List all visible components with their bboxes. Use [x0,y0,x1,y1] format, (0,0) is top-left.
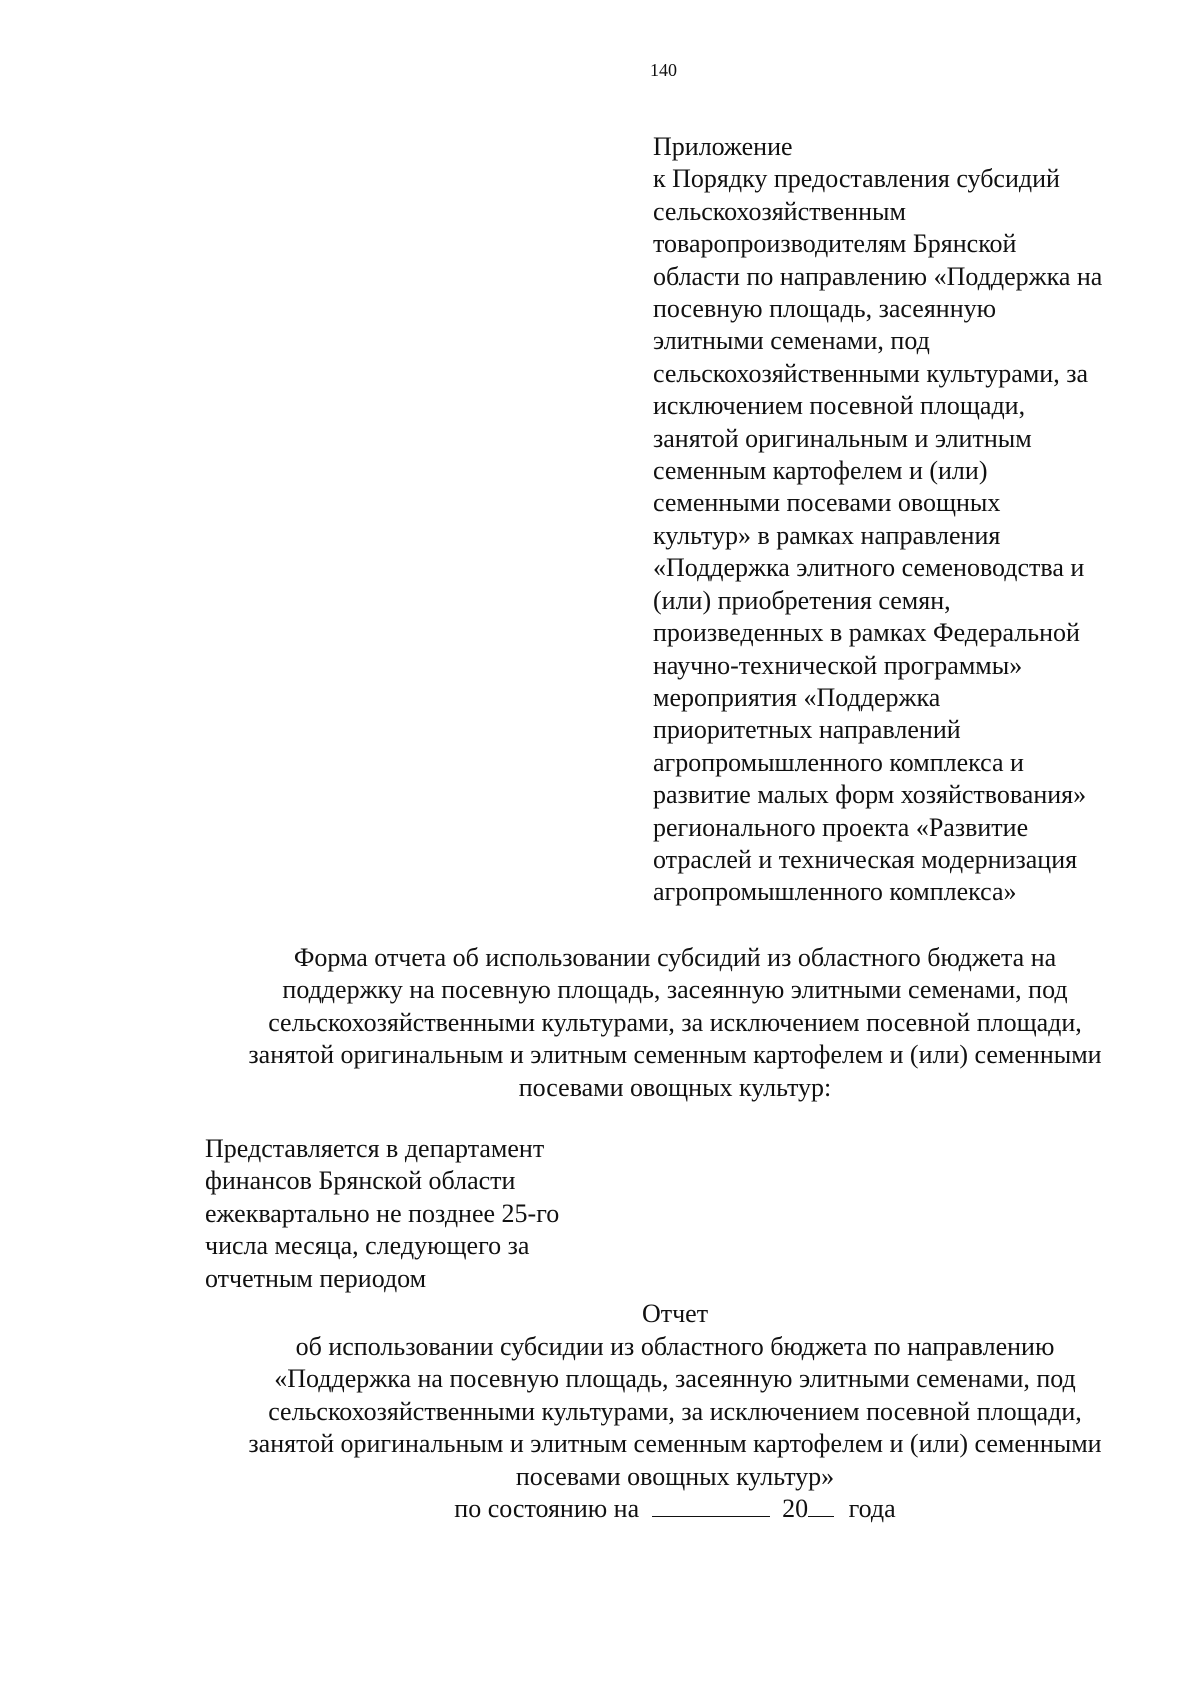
appendix-line: (или) приобретения семян, [653,585,951,615]
form-title-line: Форма отчета об использовании субсидий из областного бюджета на [293,943,1057,972]
appendix-line: семенными посевами овощных [653,488,1001,518]
form-title-line: сельскохозяйственными культурами, за исключением посевной площади, [268,1007,1082,1037]
report-subtitle-line: об использовании субсидии из областного бюджета по направлению [295,1332,1055,1361]
appendix-line: развитие малых форм хозяйствования» [653,780,1087,810]
appendix-line: мероприятия «Поддержка [653,682,941,712]
appendix-line: к Порядку предоставления субсидий [653,164,1060,194]
appendix-line: семенным картофелем и (или) [653,456,988,486]
appendix-line: агропромышленного комплекса и [653,747,1024,777]
form-title-line: посевами овощных культур: [518,1072,832,1102]
appendix-line: посевную площадь, засеянную [653,294,997,324]
year-suffix: года [848,1494,896,1523]
appendix-line: товаропроизводителям Брянской [653,229,1017,259]
as-of-date-line [180,1493,1170,1525]
form-title-line: занятой оригинальным и элитным семенным картофелем и (или) семенными [248,1040,1102,1070]
appendix-line: агропромышленного комплекса» [653,877,1017,907]
appendix-line: регионального проекта «Развитие [653,812,1029,842]
report-title: Отчет [641,1299,709,1328]
report-subtitle [180,1331,1170,1493]
report-subtitle-line: сельскохозяйственными культурами, за исключением посевной площади, [268,1396,1082,1426]
page-number: 140 [650,60,677,80]
report-subtitle-line: посевами овощных культур» [515,1461,835,1491]
form-title-line: поддержку на посевную площадь, засеянную элитными семенами, под [282,975,1068,1005]
appendix-line: сельскохозяйственными культурами, за [653,358,1089,388]
appendix-line: «Поддержка элитного семеноводства и [653,553,1085,583]
appendix-line: отраслей и техническая модернизация [653,844,1078,874]
appendix-line: исключением посевной площади, [653,391,1026,421]
appendix-line: Приложение [653,132,793,161]
appendix-line: научно-технической программы» [653,650,1023,680]
submission-note-line: финансов Брянской области [205,1166,516,1196]
submission-note-line: ежеквартально не позднее 25-го [205,1198,560,1228]
appendix-line: культур» в рамках направления [653,520,1001,550]
as-of-prefix: по состоянию на [454,1494,640,1523]
report-subtitle-line: «Поддержка на посевную площадь, засеянную элитными семенами, под [274,1364,1076,1394]
submission-note-line: числа месяца, следующего за [205,1231,530,1261]
appendix-line: занятой оригинальным и элитным [653,423,1032,453]
form-title [180,942,1170,1104]
report-subtitle-line: занятой оригинальным и элитным семенным картофелем и (или) семенными [248,1429,1102,1459]
appendix-line: произведенных в рамках Федеральной [653,618,1080,648]
date-blank-field[interactable] [652,1494,770,1517]
appendix-line: сельскохозяйственным [653,196,906,226]
submission-note-line: отчетным периодом [205,1263,427,1293]
appendix-line: элитными семенами, под [653,326,930,356]
year-prefix: 20 [782,1494,809,1523]
appendix-line: области по направлению «Поддержка на [653,261,1103,291]
appendix-block [653,131,1153,909]
appendix-line: приоритетных направлений [653,715,961,745]
submission-note [205,1133,625,1295]
submission-note-line: Представляется в департамент [205,1134,545,1163]
year-blank-field[interactable] [808,1494,834,1517]
